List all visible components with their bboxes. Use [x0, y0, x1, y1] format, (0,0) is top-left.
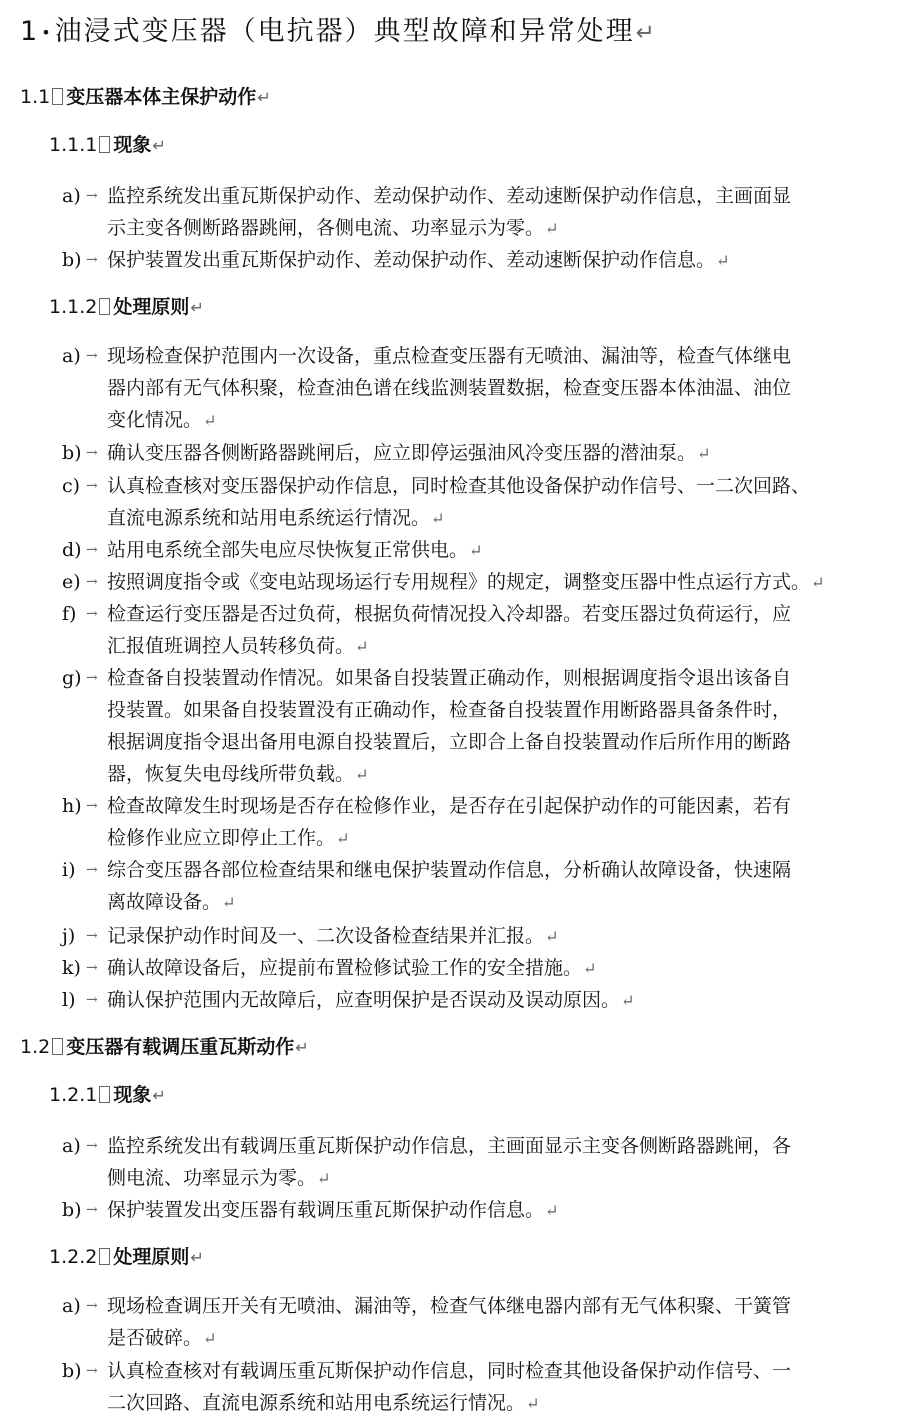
- list-item-label: i): [62, 859, 76, 881]
- paragraph-mark-icon: ↵: [190, 298, 204, 317]
- list-item-label: c): [62, 475, 81, 497]
- paragraph-mark-icon: ↵: [203, 411, 217, 430]
- list-item-line: 监控系统发出重瓦斯保护动作、差动保护动作、差动速断保护动作信息，主画面显: [107, 185, 792, 207]
- heading-bullet: •: [41, 22, 53, 42]
- tab-arrow-icon: →: [86, 1363, 98, 1379]
- paragraph-mark-icon: ↵: [317, 1169, 331, 1188]
- section-number: 1.1: [20, 86, 51, 108]
- paragraph-mark-icon: ↵: [190, 1248, 204, 1267]
- paragraph-mark-icon: ↵: [257, 88, 271, 107]
- paragraph-mark-icon: ↵: [431, 509, 445, 528]
- document-title: [20, 12, 657, 53]
- title-text: 油浸式变压器（电抗器）典型故障和异常处理: [54, 16, 635, 47]
- tab-arrow-icon: →: [86, 478, 98, 494]
- list-item-line: 投装置。如果备自投装置没有正确动作，检查备自投装置作用断路器具备条件时，: [107, 699, 792, 721]
- placeholder-box-icon: [52, 1038, 63, 1055]
- paragraph-mark-icon: ↵: [635, 20, 657, 46]
- tab-arrow-icon: →: [86, 992, 98, 1008]
- list-item-label: e): [62, 571, 81, 593]
- paragraph-mark-icon: ↵: [545, 219, 559, 238]
- list-item-line: 现场检查保护范围内一次设备，重点检查变压器有无喷油、漏油等，检查气体继电: [107, 345, 792, 367]
- section-number: 1.2: [20, 1036, 51, 1058]
- paragraph-mark-icon: ↵: [336, 829, 350, 848]
- list-item-label: a): [62, 185, 81, 207]
- tab-arrow-icon: →: [86, 606, 98, 622]
- paragraph-mark-icon: ↵: [152, 1086, 166, 1105]
- list-item-label: b): [62, 1199, 82, 1221]
- paragraph-mark-icon: ↵: [583, 959, 597, 978]
- list-item-label: f): [62, 603, 77, 625]
- tab-arrow-icon: →: [86, 928, 98, 944]
- tab-arrow-icon: →: [86, 188, 98, 204]
- paragraph-mark-icon: ↵: [469, 541, 483, 560]
- list-item-line: 记录保护动作时间及一、二次设备检查结果并汇报。: [107, 925, 545, 947]
- tab-arrow-icon: →: [86, 348, 98, 364]
- list-item-line: 示主变各侧断路器跳闸，各侧电流、功率显示为零。: [107, 217, 545, 239]
- section-heading: [20, 82, 271, 113]
- list-item-label: l): [62, 989, 76, 1011]
- list-item-line: 检查备自投装置动作情况。如果备自投装置正确动作，则根据调度指令退出该备自: [107, 667, 792, 689]
- list-item-line: 监控系统发出有载调压重瓦斯保护动作信息，主画面显示主变各侧断路器跳闸，各: [107, 1135, 792, 1157]
- list-item-label: j): [62, 925, 76, 947]
- list-item-label: k): [62, 957, 81, 979]
- paragraph-mark-icon: ↵: [203, 1329, 217, 1348]
- paragraph-mark-icon: ↵: [355, 765, 369, 784]
- paragraph-mark-icon: ↵: [526, 1394, 540, 1413]
- tab-arrow-icon: →: [86, 1202, 98, 1218]
- list-item-line: 按照调度指令或《变电站现场运行专用规程》的规定，调整变压器中性点运行方式。: [107, 571, 811, 593]
- subsection-number: 1.1.1: [49, 134, 98, 156]
- subsection-heading: [49, 1242, 204, 1273]
- placeholder-box-icon: [99, 136, 110, 153]
- placeholder-box-icon: [99, 1248, 110, 1265]
- list-item-line: 二次回路、直流电源系统和站用电系统运行情况。: [107, 1392, 526, 1414]
- subsection-heading: [49, 130, 166, 161]
- paragraph-mark-icon: ↵: [545, 1201, 559, 1220]
- list-item-label: g): [62, 667, 82, 689]
- subsection-title: 处理原则: [113, 296, 190, 318]
- list-item-label: a): [62, 1135, 81, 1157]
- list-item-line: 认真检查核对有载调压重瓦斯保护动作信息，同时检查其他设备保护动作信号、一: [107, 1360, 792, 1382]
- subsection-title: 现象: [113, 134, 152, 156]
- list-item-line: 直流电源系统和站用电系统运行情况。: [107, 507, 431, 529]
- tab-arrow-icon: →: [86, 670, 98, 686]
- subsection-heading: [49, 292, 204, 323]
- list-item-line: 离故障设备。: [107, 891, 222, 913]
- list-item-line: 检查故障发生时现场是否存在检修作业，是否存在引起保护动作的可能因素，若有: [107, 795, 792, 817]
- subsection-title: 处理原则: [113, 1246, 190, 1268]
- list-item-line: 器内部有无气体积聚，检查油色谱在线监测装置数据，检查变压器本体油温、油位: [107, 377, 792, 399]
- tab-arrow-icon: →: [86, 574, 98, 590]
- paragraph-mark-icon: ↵: [222, 893, 236, 912]
- list-item-line: 侧电流、功率显示为零。: [107, 1167, 317, 1189]
- tab-arrow-icon: →: [86, 1298, 98, 1314]
- list-item-label: b): [62, 1360, 82, 1382]
- list-item-line: 认真检查核对变压器保护动作信息，同时检查其他设备保护动作信号、一二次回路、: [107, 475, 811, 497]
- tab-arrow-icon: →: [86, 542, 98, 558]
- list-item-line: 保护装置发出变压器有载调压重瓦斯保护动作信息。: [107, 1199, 545, 1221]
- placeholder-box-icon: [52, 88, 63, 105]
- subsection-number: 1.2.1: [49, 1084, 98, 1106]
- tab-arrow-icon: →: [86, 445, 98, 461]
- tab-arrow-icon: →: [86, 862, 98, 878]
- list-item-label: a): [62, 1295, 81, 1317]
- paragraph-mark-icon: ↵: [811, 573, 825, 592]
- list-item-line: 汇报值班调控人员转移负荷。: [107, 635, 355, 657]
- list-item-line: 确认变压器各侧断路器跳闸后，应立即停运强油风冷变压器的潜油泵。: [107, 442, 697, 464]
- list-item-label: h): [62, 795, 82, 817]
- list-item-label: b): [62, 249, 82, 271]
- list-item-line: 站用电系统全部失电应尽快恢复正常供电。: [107, 539, 469, 561]
- title-number: 1: [20, 16, 40, 47]
- list-item-line: 确认故障设备后，应提前布置检修试验工作的安全措施。: [107, 957, 583, 979]
- subsection-number: 1.1.2: [49, 296, 98, 318]
- list-item-line: 保护装置发出重瓦斯保护动作、差动保护动作、差动速断保护动作信息。: [107, 249, 716, 271]
- list-item-line: 确认保护范围内无故障后，应查明保护是否误动及误动原因。: [107, 989, 621, 1011]
- list-item-label: d): [62, 539, 82, 561]
- paragraph-mark-icon: ↵: [295, 1038, 309, 1057]
- list-item-line: 根据调度指令退出备用电源自投装置后，立即合上备自投装置动作后所作用的断路: [107, 731, 792, 753]
- list-item-line: 检修作业应立即停止工作。: [107, 827, 336, 849]
- subsection-heading: [49, 1080, 166, 1111]
- section-title: 变压器本体主保护动作: [66, 86, 257, 108]
- subsection-number: 1.2.2: [49, 1246, 98, 1268]
- subsection-title: 现象: [113, 1084, 152, 1106]
- paragraph-mark-icon: ↵: [716, 251, 730, 270]
- paragraph-mark-icon: ↵: [545, 927, 559, 946]
- list-item-line: 器，恢复失电母线所带负载。: [107, 763, 355, 785]
- placeholder-box-icon: [99, 298, 110, 315]
- list-item-line: 检查运行变压器是否过负荷，根据负荷情况投入冷却器。若变压器过负荷运行，应: [107, 603, 792, 625]
- list-item-line: 是否破碎。: [107, 1327, 203, 1349]
- paragraph-mark-icon: ↵: [152, 136, 166, 155]
- section-title: 变压器有载调压重瓦斯动作: [66, 1036, 295, 1058]
- list-item-line: 综合变压器各部位检查结果和继电保护装置动作信息，分析确认故障设备，快速隔: [107, 859, 792, 881]
- tab-arrow-icon: →: [86, 252, 98, 268]
- paragraph-mark-icon: ↵: [355, 637, 369, 656]
- tab-arrow-icon: →: [86, 798, 98, 814]
- placeholder-box-icon: [99, 1086, 110, 1103]
- list-item-label: b): [62, 442, 82, 464]
- paragraph-mark-icon: ↵: [621, 991, 635, 1010]
- paragraph-mark-icon: ↵: [697, 444, 711, 463]
- tab-arrow-icon: →: [86, 960, 98, 976]
- list-item-label: a): [62, 345, 81, 367]
- section-heading: [20, 1032, 309, 1063]
- list-item-line: 变化情况。: [107, 409, 203, 431]
- list-item-line: 现场检查调压开关有无喷油、漏油等，检查气体继电器内部有无气体积聚、干簧管: [107, 1295, 792, 1317]
- tab-arrow-icon: →: [86, 1138, 98, 1154]
